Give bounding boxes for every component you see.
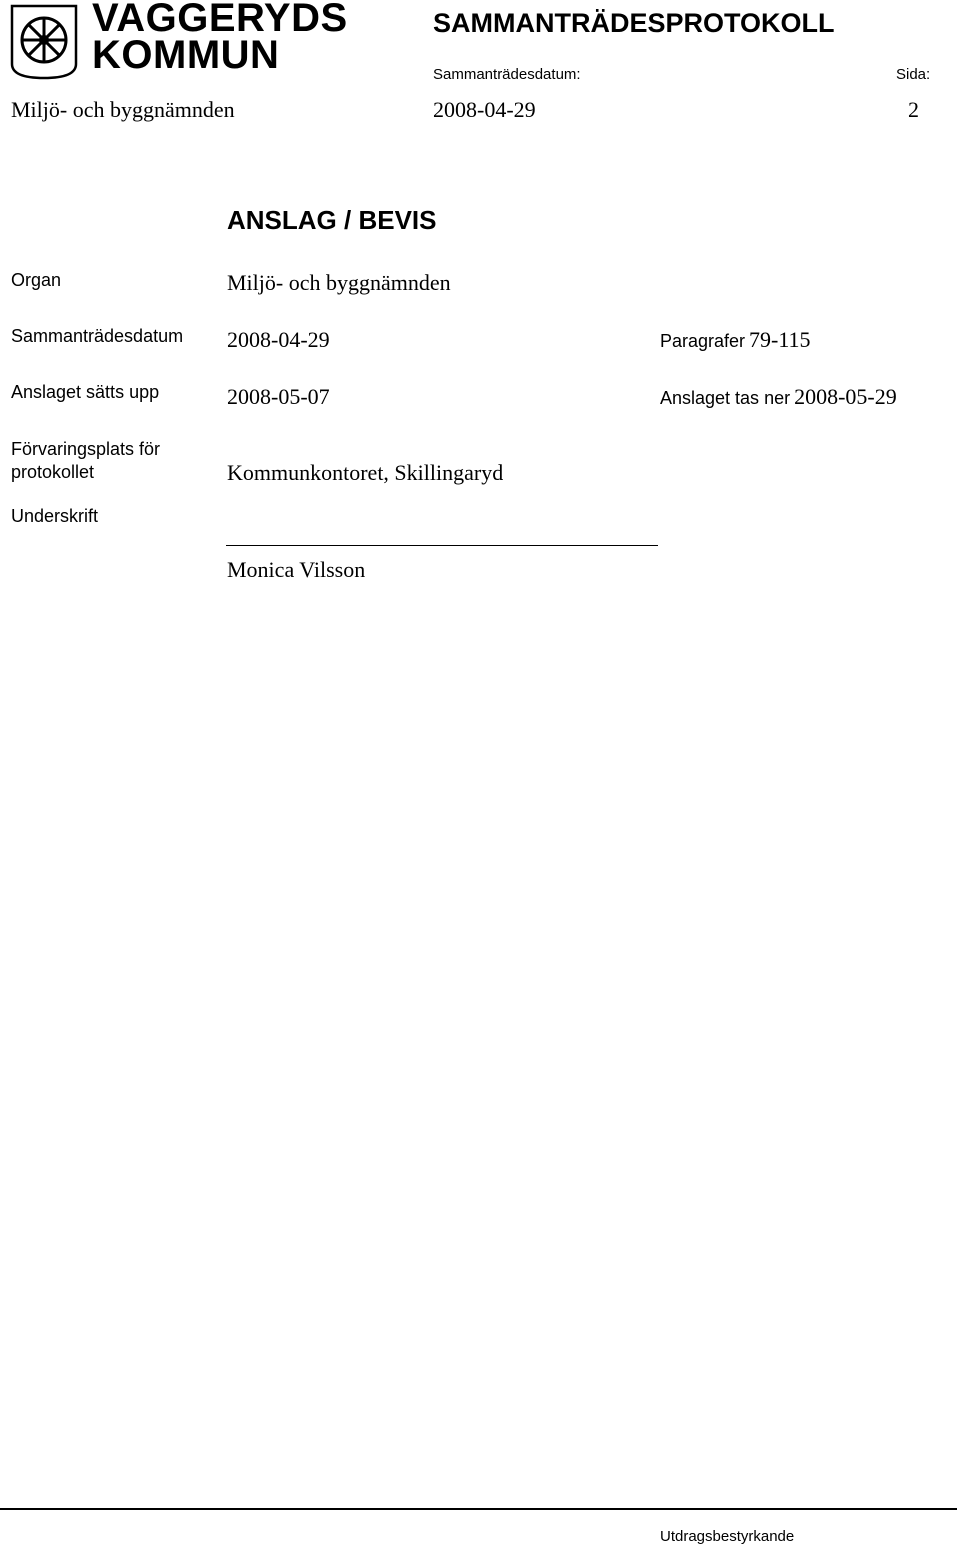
signature-line — [226, 545, 658, 546]
certification-label: Utdragsbestyrkande — [660, 1528, 795, 1545]
posted-value: 2008-05-07 — [227, 384, 330, 409]
brand-line-2: KOMMUN — [92, 33, 280, 77]
meeting-date-value: 2008-04-29 — [227, 327, 330, 352]
signature-label: Underskrift — [11, 506, 99, 526]
meeting-date-field-label: Sammanträdesdatum — [11, 326, 184, 346]
document-title: SAMMANTRÄDESPROTOKOLL — [433, 8, 835, 38]
brand-line-1: VAGGERYDS — [92, 0, 348, 40]
brand-wordmark — [92, 0, 348, 77]
section-title: ANSLAG / BEVIS — [227, 205, 437, 235]
wheel-emblem-icon — [10, 4, 78, 80]
storage-label: Förvaringsplats för protokollet — [11, 439, 161, 482]
header-meeting-date: 2008-04-29 — [433, 97, 536, 122]
header-organ: Miljö- och byggnämnden — [11, 97, 235, 122]
organ-value: Miljö- och byggnämnden — [227, 270, 451, 295]
removed-value: 2008-05-29 — [794, 384, 897, 409]
storage-value: Kommunkontoret, Skillingaryd — [227, 460, 504, 485]
meeting-date-label: Sammanträdesdatum: — [433, 66, 581, 83]
paragraphs-label: Paragrafer — [660, 331, 746, 351]
signer-name: Monica Vilsson — [227, 557, 366, 582]
paragraphs-value: 79-115 — [749, 327, 811, 352]
page-label: Sida: — [896, 66, 931, 83]
removed-label: Anslaget tas ner — [660, 388, 791, 408]
removed-field — [660, 384, 897, 410]
organ-label: Organ — [11, 270, 62, 290]
footer-divider — [0, 1508, 957, 1510]
paragraphs-field — [660, 327, 811, 353]
posted-label: Anslaget sätts upp — [11, 382, 160, 402]
page-number: 2 — [908, 97, 919, 122]
